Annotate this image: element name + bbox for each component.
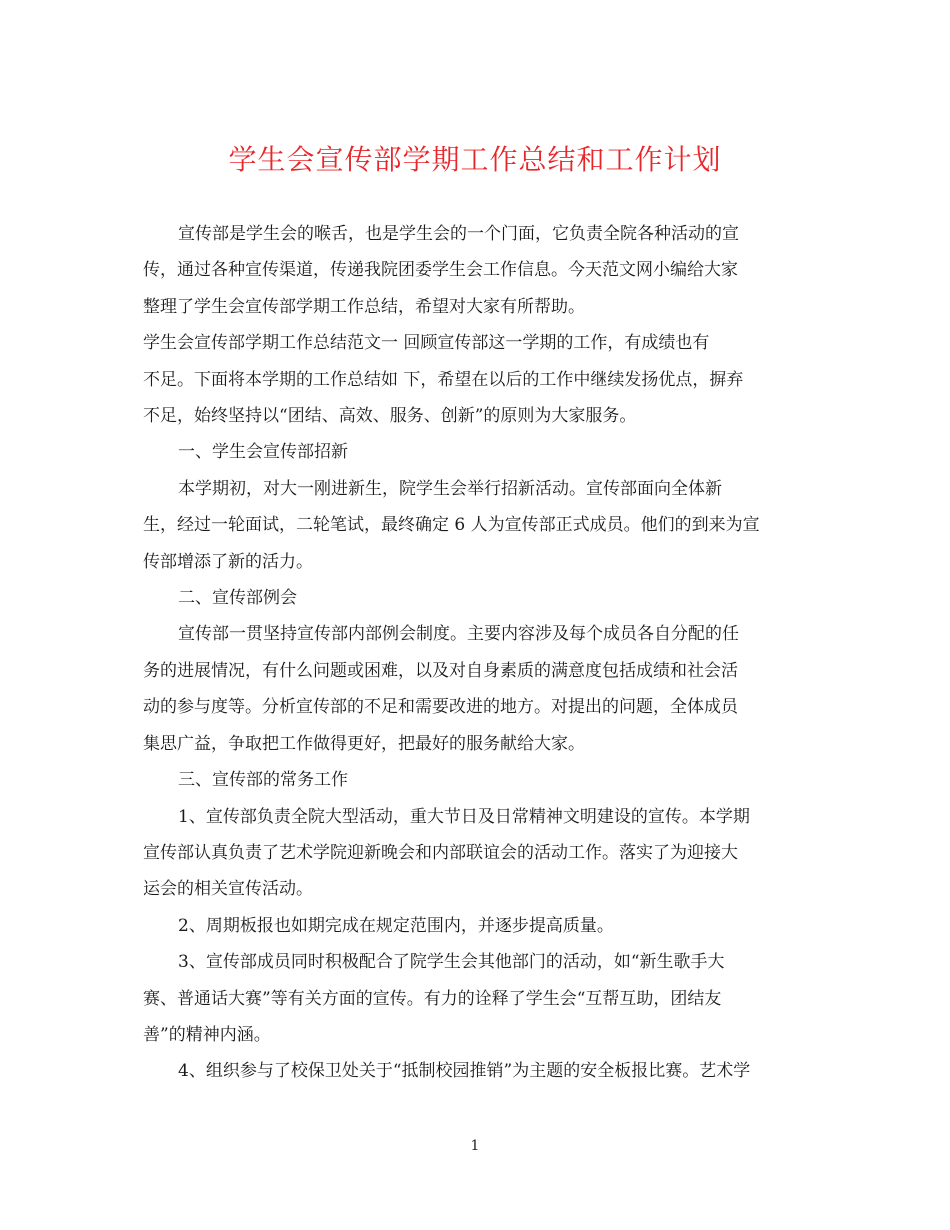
- body-line: 2、周期板报也如期完成在规定范围内，并逐步提高质量。: [178, 915, 614, 936]
- body-line: 三、宣传部的常务工作: [178, 770, 348, 791]
- body-line: 一、学生会宣传部招新: [178, 442, 348, 463]
- body-line: 不足，始终坚持以“团结、高效、服务、创新”的原则为大家服务。: [143, 406, 637, 427]
- body-line: 赛、普通话大赛”等有关方面的宣传。有力的诠释了学生会“互帮互助，团结友: [143, 988, 722, 1009]
- body-line: 宣传部一贯坚持宣传部内部例会制度。主要内容涉及每个成员各自分配的任: [178, 624, 739, 645]
- body-line: 宣传部认真负责了艺术学院迎新晚会和内部联谊会的活动工作。落实了为迎接大: [143, 842, 738, 863]
- body-line: 本学期初，对大一刚进新生，院学生会举行招新活动。宣传部面向全体新: [178, 478, 722, 499]
- page-number: 1: [470, 1138, 480, 1154]
- body-line: 运会的相关宣传活动。: [143, 879, 313, 900]
- body-line: 传部增添了新的活力。: [143, 551, 313, 572]
- document-title: 学生会宣传部学期工作总结和工作计划: [228, 143, 722, 176]
- body-line: 集思广益，争取把工作做得更好，把最好的服务献给大家。: [143, 733, 585, 754]
- body-line: 务的进展情况，有什么问题或困难，以及对自身素质的满意度包括成绩和社会活: [143, 660, 738, 681]
- body-line: 善”的精神内涵。: [143, 1024, 271, 1045]
- body-line: 动的参与度等。分析宣传部的不足和需要改进的地方。对提出的问题，全体成员: [143, 697, 738, 718]
- body-line: 传，通过各种宣传渠道，传递我院团委学生会工作信息。今天范文网小编给大家: [143, 260, 738, 281]
- body-line: 学生会宣传部学期工作总结范文一 回顾宣传部这一学期的工作，有成绩也有: [143, 333, 710, 354]
- body-line: 3、宣传部成员同时积极配合了院学生会其他部门的活动，如“新生歌手大: [178, 952, 725, 973]
- body-line: 二、宣传部例会: [178, 588, 297, 609]
- document-body: [143, 216, 815, 1090]
- body-line: 整理了学生会宣传部学期工作总结，希望对大家有所帮助。: [143, 296, 585, 317]
- body-line: 生，经过一轮面试，二轮笔试，最终确定 6 人为宣传部正式成员。他们的到来为宣: [143, 515, 760, 536]
- body-line: 1、宣传部负责全院大型活动，重大节日及日常精神文明建设的宣传。本学期: [178, 806, 750, 827]
- body-line: 不足。下面将本学期的工作总结如 下，希望在以后的工作中继续发扬优点，摒弃: [143, 369, 744, 390]
- body-line: 宣传部是学生会的喉舌，也是学生会的一个门面，它负责全院各种活动的宣: [178, 224, 739, 244]
- body-line: 4、组织参与了校保卫处关于“抵制校园推销”为主题的安全板报比赛。艺术学: [178, 1061, 751, 1082]
